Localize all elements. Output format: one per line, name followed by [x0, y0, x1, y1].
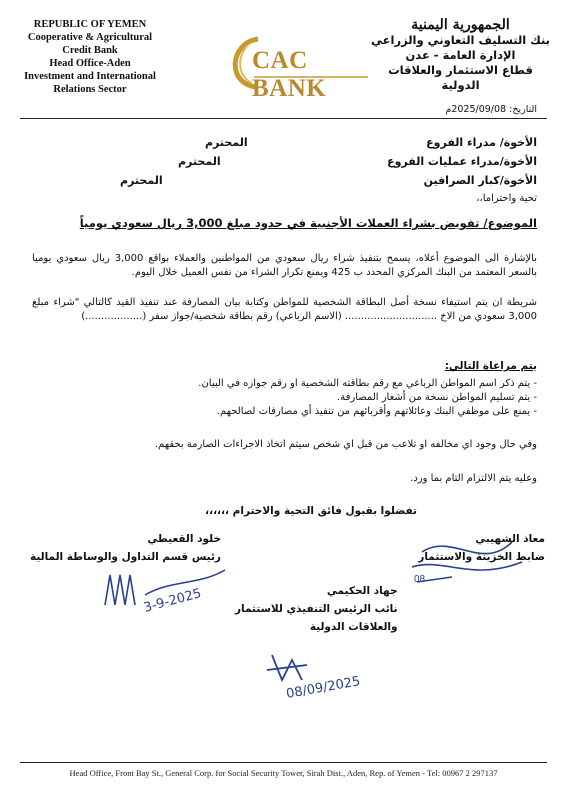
list-item: - يتم تسليم المواطن نسخة من أشعار المصارفة.	[337, 392, 537, 403]
paragraph-condition: شريطة ان يتم استيفاء نسخة أصل البطاقة الشخصية للمواطن وكتابة بيان المصارفة عند تنفيذ القيد كالتالي "شراء مبلغ 3,000 سعودي من الاخ ............................. (الاسم الرباعي) رقم بطاقة شخصية/جواز سفر (..................)	[32, 297, 537, 322]
recipient-name: الأخوة/كبار الصرافين	[423, 174, 537, 187]
document-date: التاريخ: 2025/09/08م	[445, 104, 537, 115]
recipient-name: الأخوة/مدراء عمليات الفروع	[387, 155, 537, 168]
footer-divider	[20, 762, 547, 763]
list-item: - يمنع على موظفي البنك وعائلاتهم وأقربائهم من تنفيذ أي مصارفات لصالحهم.	[216, 406, 537, 417]
handwritten-date: 3-9-2025	[142, 586, 204, 616]
header-divider	[20, 118, 547, 119]
arabic-header-line: الإدارة العامة - عدن	[405, 48, 516, 62]
english-header-line: Investment and International	[24, 71, 156, 82]
arabic-header-line: قطاع الاستثمار والعلاقات الدولية	[388, 63, 533, 92]
arabic-header	[368, 18, 553, 93]
logo-text: CAC BANK	[252, 47, 327, 102]
signer-name: خلود القعيطي	[147, 533, 221, 545]
arabic-emblem-text: الجمهورية اليمنية	[411, 17, 510, 33]
handwritten-signature-left	[100, 560, 240, 620]
handwritten-date: 08	[414, 574, 426, 585]
english-header	[10, 18, 170, 96]
handwritten-signature-right	[392, 522, 542, 597]
signer-name: جهاد الحكيمي	[326, 585, 398, 597]
english-header-line: Cooperative & Agricultural	[27, 32, 153, 43]
english-header-line: Credit Bank	[62, 45, 118, 56]
greeting: تحية واحتراما،،	[476, 193, 537, 204]
closing-line: تفضلوا بقبول فائق التحية والاحترام ،،،،،،	[205, 505, 417, 517]
paragraph-commitment: وعليه يتم الالتزام التام بما ورد.	[410, 473, 537, 484]
english-header-line: Head Office-Aden	[49, 58, 131, 69]
handwritten-date: 08/09/2025	[285, 674, 362, 702]
notes-title: يتم مراعاة التالي:	[444, 360, 537, 372]
signature-center	[235, 582, 398, 636]
notes-list	[32, 377, 537, 419]
arabic-header-line: بنك التسليف التعاوني والزراعي	[371, 33, 550, 47]
recipient-title: المحترم	[178, 155, 221, 168]
recipient-row	[37, 136, 537, 149]
footer-address: Head Office, Front Bay St., General Corp. for Social Security Tower, Sirah Dist., Aden, Rep. of Yemen - Tel: 00967 2 297137	[69, 768, 498, 778]
english-header-line: REPUBLIC OF YEMEN	[33, 19, 147, 30]
paragraph-intro: بالإشارة الى الموضوع أعلاه، يسمح بتنفيذ شراء ريال سعودي من المواطنين والعملاء بواقع 3,000 ريال سعودي يوميا بالسعر المعتمد من البنك المركزي المحدد ب 425 ويمنع تكرار الشراء من نفس العميل خلال اليوم.	[32, 253, 538, 278]
signer-title: نائب الرئيس التنفيذي للاستثمار	[235, 603, 398, 615]
paragraph-warning: وفي حال وجود اي مخالفه او تلاعب من قبل اي شخص سيتم اتخاذ الاجراءات الصارمة بحقهم.	[154, 439, 537, 450]
list-item: - يتم ذكر اسم المواطن الرباعي مع رقم بطاقته الشخصية او رقم جوازه في البيان.	[198, 378, 537, 389]
english-header-line: Relations Sector	[53, 84, 127, 95]
handwritten-signature-center	[262, 640, 382, 710]
recipient-row	[37, 155, 537, 168]
signer-title: ضابط الخزينة والاستثمار	[418, 551, 545, 563]
signer-title: رئيس قسم التداول والوساطة المالية	[30, 551, 221, 563]
bank-logo	[218, 33, 378, 102]
recipient-row	[37, 174, 537, 187]
recipient-title: المحترم	[205, 136, 248, 149]
recipient-name: الأخوة/ مدراء الفروع	[426, 136, 537, 149]
signer-title: والعلاقات الدولية	[309, 621, 398, 633]
signer-name: معاذ الشهيبي	[475, 533, 545, 545]
recipient-title: المحترم	[120, 174, 163, 187]
subject-line: الموضوع/ تفويض بشراء العملات الأجنبية في حدود مبلغ 3,000 ريال سعودي يومياً	[79, 216, 537, 230]
